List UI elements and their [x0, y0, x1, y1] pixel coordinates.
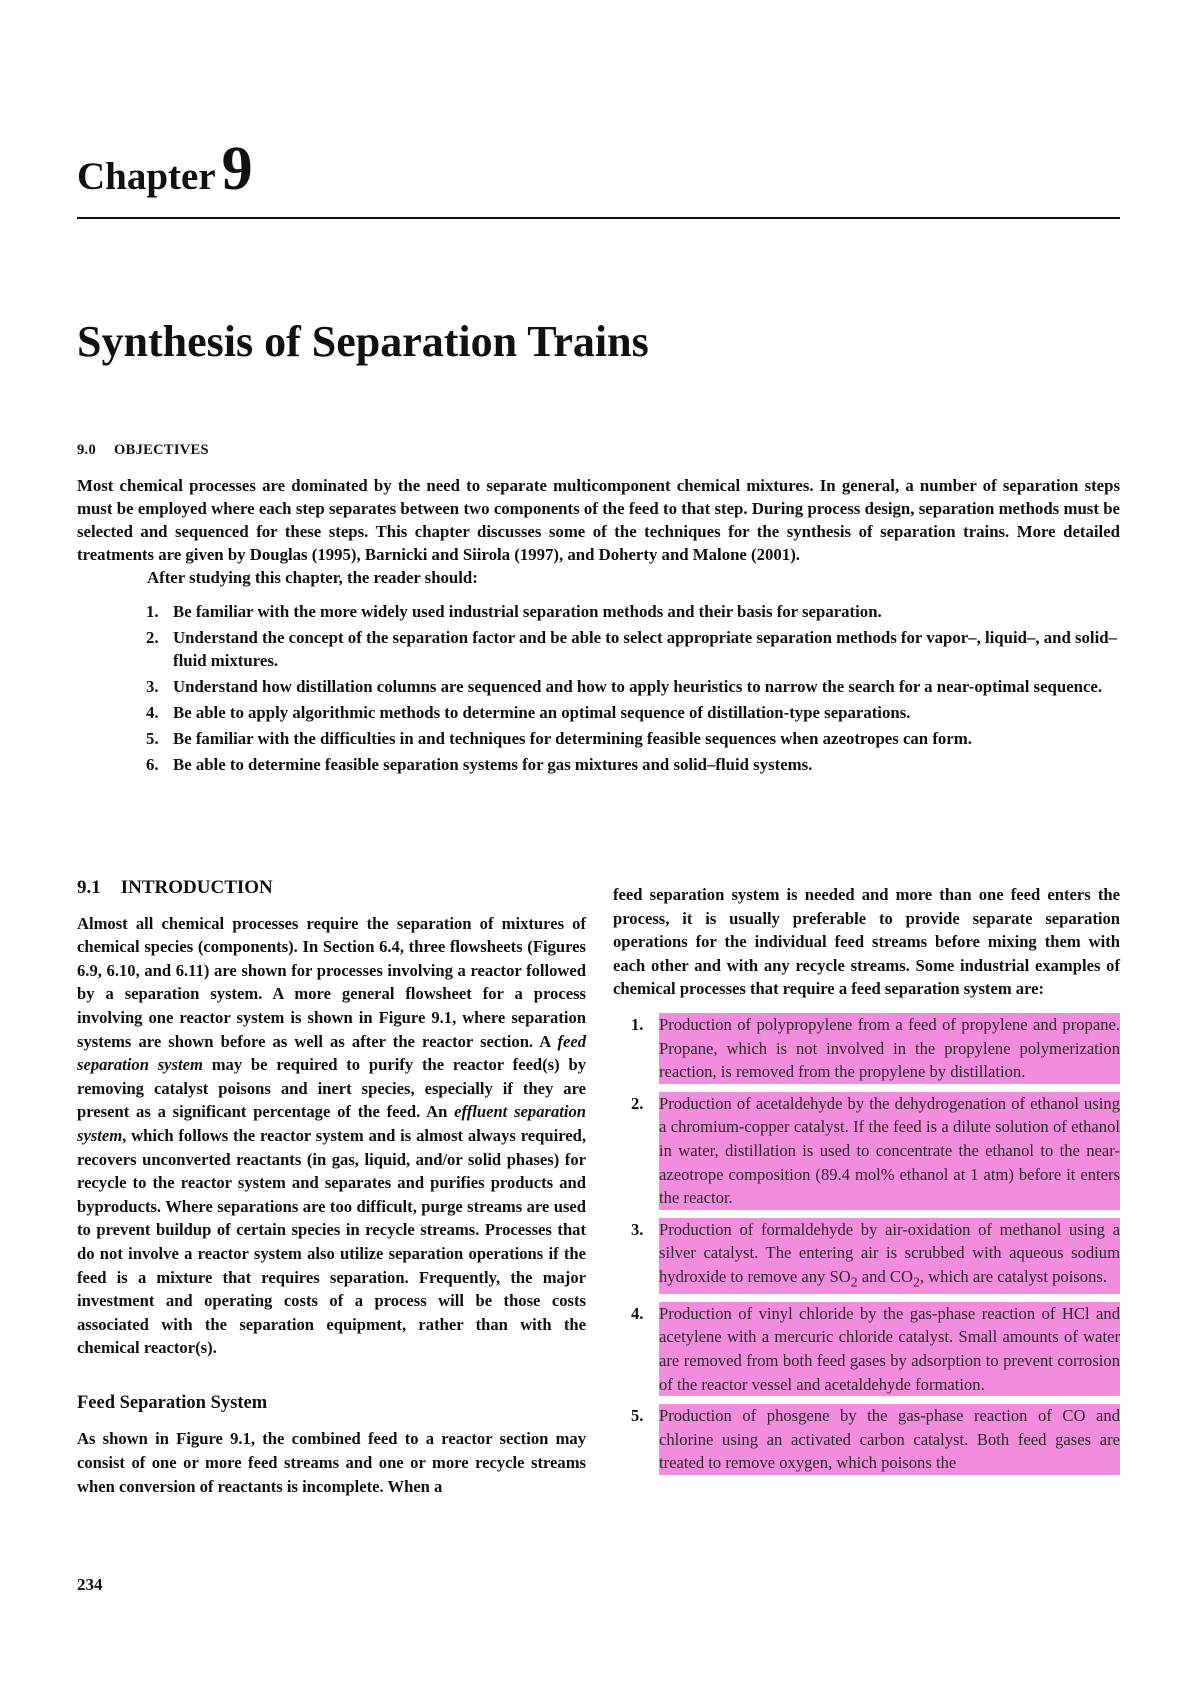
section-title: INTRODUCTION	[120, 877, 273, 898]
chapter-number: 9	[221, 135, 253, 203]
highlighted-text	[659, 1218, 1120, 1294]
feed-separation-paragraph: As shown in Figure 9.1, the combined feed to a reactor section may consist of one or more feed streams and one or more recycle streams when conversion of reactants is incomplete. When a	[77, 1429, 586, 1496]
section-title: OBJECTIVES	[114, 442, 209, 458]
highlighted-segment: and CO	[857, 1266, 913, 1286]
objectives-heading	[77, 439, 1120, 462]
right-column	[613, 883, 1120, 1483]
chapter-title: Synthesis of Separation Trains	[77, 317, 649, 366]
paragraph-text: , which follows the reactor system and is almost always required, recovers unconverted reactants (in gas, liquid, and/or solid phases) for recycle to the reactor system and separates and purifies products and byproducts. Where separations are too difficult, purge streams are used to prevent buildup of certain species in recycle streams. Processes that do not involve a reactor system also utilize separation operations if the feed is a mixture that requires separation. Frequently, the major investment and operating costs of a process will be those costs associated with the separation equipment, rather than with the chemical reactor(s).	[77, 1125, 586, 1358]
objectives-section	[77, 439, 1120, 779]
highlighted-segment: , which are catalyst poisons.	[919, 1266, 1107, 1286]
list-number: 4.	[631, 1303, 644, 1323]
list-text: Understand the concept of the separation factor and be able to select appropriate separation methods for vapor–, liquid–, and solid–fluid mixtures.	[173, 628, 1117, 670]
paragraph-text: Almost all chemical processes require the separation of mixtures of chemical species (components). In Section 6.4, three flowsheets (Figures 6.9, 6.10, and 6.11) are shown for processes involving a reactor followed by a separation system. A more general flowsheet for a process involving one reactor system is shown in Figure 9.1, where separation systems are shown before as well as after the reactor section. A	[77, 913, 586, 1051]
highlighted-text: Production of acetaldehyde by the dehydrogenation of ethanol using a chromium-copper catalyst. If the feed is a dilute solution of ethanol in water, distillation is used to concentrate the ethanol to the near-azeotrope composition (89.4 mol% ethanol at 1 atm) before it enters the reactor.	[659, 1092, 1120, 1210]
term-feed-separation-system: feed separation system	[77, 1031, 586, 1075]
introduction-paragraph	[77, 912, 586, 1360]
subscript: 2	[912, 1274, 920, 1290]
objectives-paragraph: Most chemical processes are dominated by the need to separate multicomponent chemical mixtures. In general, a number of separation steps must be employed where each step separates between two components of the feed to that step. During process design, separation methods must be selected and sequenced for these steps. This chapter discusses some of the techniques for the synthesis of separation trains. More detailed treatments are given by Douglas (1995), Barnicki and Siirola (1997), and Doherty and Malone (2001).	[77, 476, 1120, 564]
term-effluent-separation-system: effluent separation system	[77, 1102, 586, 1145]
highlighted-segment: Production of formaldehyde by air-oxidation of methanol using a silver catalyst. The entering air is scrubbed with aqueous sodium hydroxide to remove any SO	[659, 1219, 1120, 1286]
list-text: Be able to determine feasible separation systems for gas mixtures and solid–fluid systems.	[173, 755, 813, 774]
list-item	[613, 1218, 1120, 1294]
list-text: Be able to apply algorithmic methods to determine an optimal sequence of distillation-type separations.	[173, 703, 911, 722]
section-number: 9.0	[77, 442, 97, 458]
list-item	[613, 1302, 1120, 1396]
list-item	[613, 1404, 1120, 1475]
list-number: 5.	[146, 729, 159, 748]
header-rule	[77, 217, 1120, 219]
highlighted-text: Production of polypropylene from a feed of propylene and propane. Propane, which is not involved in the propylene polymerization reaction, is removed from the propylene by distillation.	[659, 1013, 1120, 1084]
list-item	[77, 701, 1120, 724]
highlighted-text: Production of vinyl chloride by the gas-phase reaction of HCl and acetylene with a mercuric chloride catalyst. Small amounts of water are removed from both feed gases by adsorption to prevent corrosion of the reactor vessel and acetaldehyde formation.	[659, 1302, 1120, 1396]
list-text: Be familiar with the more widely used industrial separation methods and their basis for separation.	[173, 602, 882, 621]
list-item	[77, 753, 1120, 776]
list-text: Understand how distillation columns are sequenced and how to apply heuristics to narrow the search for a near-optimal sequence.	[173, 677, 1103, 696]
highlighted-text: Production of phosgene by the gas-phase reaction of CO and chlorine using an activated carbon catalyst. Both feed gases are treated to remove oxygen, which poisons the	[659, 1404, 1120, 1475]
list-number: 2.	[146, 628, 159, 647]
list-number: 1.	[631, 1014, 644, 1034]
chapter-heading	[77, 135, 253, 203]
left-column	[77, 876, 586, 1498]
subsection-heading: Feed Separation System	[77, 1392, 268, 1413]
list-number: 6.	[146, 755, 159, 774]
list-number: 4.	[146, 703, 159, 722]
list-text: Be familiar with the difficulties in and techniques for determining feasible sequences when azeotropes can form.	[173, 729, 972, 748]
section-number: 9.1	[77, 877, 101, 898]
examples-list	[613, 1013, 1120, 1475]
subscript: 2	[850, 1274, 858, 1290]
continued-paragraph: feed separation system is needed and more than one feed enters the process, it is usually preferable to provide separate separation operations for the individual feed streams before mixing them with each other and with any recycle streams. Some industrial examples of chemical processes that require a feed separation system are:	[613, 885, 1120, 999]
list-item	[77, 727, 1120, 750]
objectives-list	[77, 600, 1120, 776]
paragraph-text: may be required to purify the reactor feed(s) by removing catalyst poisons and inert species, especially if they are present as a significant percentage of the feed. An	[77, 1055, 586, 1122]
objectives-lead: After studying this chapter, the reader should:	[147, 568, 478, 587]
list-number: 3.	[146, 677, 159, 696]
list-item	[77, 675, 1120, 698]
list-item	[613, 1013, 1120, 1084]
chapter-label: Chapter	[77, 155, 216, 198]
list-number: 3.	[631, 1219, 644, 1239]
list-number: 2.	[631, 1093, 644, 1113]
introduction-heading	[77, 876, 586, 900]
list-item	[77, 600, 1120, 623]
list-number: 1.	[146, 602, 159, 621]
page-number: 234	[77, 1575, 103, 1594]
list-item	[613, 1092, 1120, 1210]
list-item	[77, 626, 1120, 672]
list-number: 5.	[631, 1406, 644, 1426]
